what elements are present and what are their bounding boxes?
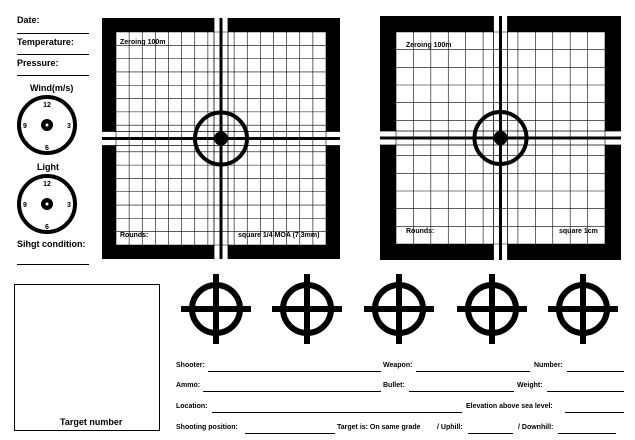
downhill-field[interactable] bbox=[558, 433, 616, 434]
weight-label: Weight: bbox=[517, 382, 543, 389]
small-target-5[interactable] bbox=[548, 274, 618, 344]
wind-label: Wind(m/s) bbox=[30, 83, 74, 93]
wind-dial-12: 12 bbox=[43, 102, 51, 109]
left-target-rounds-label: Rounds: bbox=[120, 232, 149, 239]
left-target-bullseye bbox=[214, 132, 228, 146]
pressure-label: Pressure: bbox=[17, 58, 59, 68]
shooter-field[interactable] bbox=[208, 371, 381, 372]
date-line[interactable] bbox=[17, 33, 89, 34]
shooting-position-field[interactable] bbox=[245, 433, 335, 434]
number-field[interactable] bbox=[567, 371, 624, 372]
downhill-label: / Downhill: bbox=[518, 424, 554, 431]
light-dial-12: 12 bbox=[43, 181, 51, 188]
left-target-scale-label: square 1/4 MOA (7,3mm) bbox=[238, 232, 320, 239]
right-target-scale-label: square 1cm bbox=[559, 228, 598, 235]
location-field[interactable] bbox=[212, 412, 462, 413]
wind-clock-dial[interactable] bbox=[15, 93, 79, 157]
sight-condition-label: Sihgt condition: bbox=[17, 239, 86, 249]
bullet-label: Bullet: bbox=[383, 382, 405, 389]
temperature-line[interactable] bbox=[17, 54, 89, 55]
light-dial-3: 3 bbox=[67, 202, 71, 209]
elevation-label: Elevation above sea level: bbox=[466, 403, 553, 410]
wind-dial-9: 9 bbox=[23, 123, 27, 130]
elevation-field[interactable] bbox=[565, 412, 624, 413]
light-label: Light bbox=[37, 162, 59, 172]
ammo-label: Ammo: bbox=[176, 382, 201, 389]
target-number-label: Target number bbox=[60, 417, 123, 427]
location-label: Location: bbox=[176, 403, 208, 410]
uphill-field[interactable] bbox=[468, 433, 513, 434]
uphill-label: / Uphill: bbox=[437, 424, 463, 431]
wind-dial-6: 6 bbox=[45, 145, 49, 152]
target-number-box[interactable] bbox=[14, 284, 160, 431]
sight-condition-line[interactable] bbox=[17, 264, 89, 265]
zeroing-target-moa[interactable] bbox=[102, 18, 340, 259]
number-label: Number: bbox=[534, 362, 563, 369]
date-label: Date: bbox=[17, 15, 40, 25]
ammo-field[interactable] bbox=[203, 391, 381, 392]
right-target-title: Zeroing 100m bbox=[406, 42, 452, 49]
small-target-2[interactable] bbox=[272, 274, 342, 344]
bullet-field[interactable] bbox=[409, 391, 514, 392]
temperature-label: Temperature: bbox=[17, 37, 74, 47]
small-target-3[interactable] bbox=[364, 274, 434, 344]
light-clock-dial[interactable] bbox=[15, 172, 79, 236]
right-target-bullseye bbox=[494, 131, 508, 145]
shooter-label: Shooter: bbox=[176, 362, 205, 369]
zeroing-target-cm[interactable] bbox=[380, 16, 621, 260]
left-target-title: Zeroing 100m bbox=[120, 39, 166, 46]
right-target-rounds-label: Rounds: bbox=[406, 228, 435, 235]
weapon-field[interactable] bbox=[416, 371, 530, 372]
wind-dial-3: 3 bbox=[67, 123, 71, 130]
small-target-1[interactable] bbox=[181, 274, 251, 344]
target-is-label: Target is: On same grade bbox=[337, 424, 421, 431]
weight-field[interactable] bbox=[547, 391, 624, 392]
small-target-4[interactable] bbox=[457, 274, 527, 344]
pressure-line[interactable] bbox=[17, 75, 89, 76]
shooting-position-label: Shooting position: bbox=[176, 424, 238, 431]
light-dial-9: 9 bbox=[23, 202, 27, 209]
weapon-label: Weapon: bbox=[383, 362, 413, 369]
light-dial-6: 6 bbox=[45, 224, 49, 231]
